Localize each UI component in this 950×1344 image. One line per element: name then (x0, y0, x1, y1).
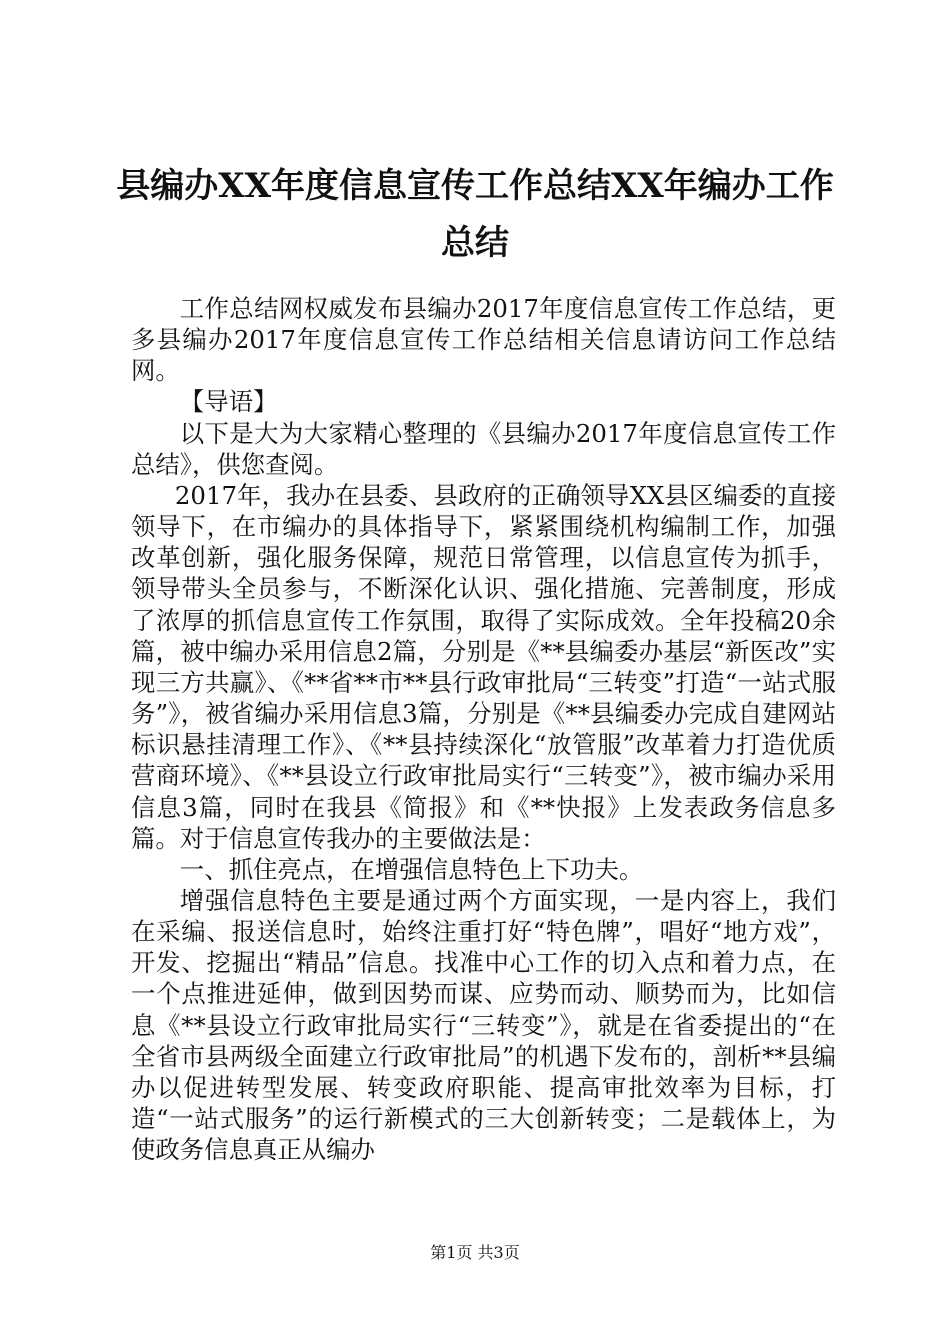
document-body (131, 293, 836, 1165)
document-title: 县编办XX年度信息宣传工作总结XX年编办工作总结 (116, 166, 834, 263)
lead-paragraph: 以下是大为大家精心整理的《县编办2017年度信息宣传工作总结》，供您查阅。 (131, 418, 836, 479)
section-heading-1: 一、抓住亮点，在增强信息特色上下功夫。 (179, 854, 644, 884)
summary-paragraph: 2017年，我办在县委、县政府的正确领导XX县区编委的直接领导下，在市编办的具体指导下，紧紧围绕机构编制工作，加强改革创新，强化服务保障，规范日常管理，以信息宣传为抓手，领导带头全员参与，不断深化认识、强化措施、完善制度，形成了浓厚的抓信息宣传工作氛围，取得了实际成效。全年投稿20余篇，被中编办采用信息2篇，分别是《**县编委办基层“新医改”实现三方共赢》、《**省**市**县行政审批局“三转变”打造“一站式服务”》，被省编办采用信息3篇，分别是《**县编委办完成自建网站标识悬挂清理工作》、《**县持续深化“放管服”改革着力打造优质营商环境》、《**县设立行政审批局实行“三转变”》，被市编办采用信息3篇，同时在我县《简报》和《**快报》上发表政务信息多篇。对于信息宣传我办的主要做法是： (131, 480, 836, 853)
page-number: 第1页 共3页 (430, 1243, 520, 1262)
intro-paragraph: 工作总结网权威发布县编办2017年度信息宣传工作总结，更多县编办2017年度信息宣传工作总结相关信息请访问工作总结网。 (131, 294, 836, 386)
section-paragraph-1: 增强信息特色主要是通过两个方面实现，一是内容上，我们在采编、报送信息时，始终注重打好“特色牌”，唱好“地方戏”，开发、挖掘出“精品”信息。找准中心工作的切入点和着力点，在一个点推进延伸，做到因势而谋、应势而动、顺势而为，比如信息《**县设立行政审批局实行“三转变”》，就是在省委提出的“在全省市县两级全面建立行政审批局”的机遇下发布的，剖析**县编办以促进转型发展、转变政府职能、提高审批效率为目标，打造“一站式服务”的运行新模式的三大创新转变；二是载体上，为使政务信息真正从编办 (131, 885, 836, 1165)
lead-heading: 【导语】 (179, 387, 278, 417)
